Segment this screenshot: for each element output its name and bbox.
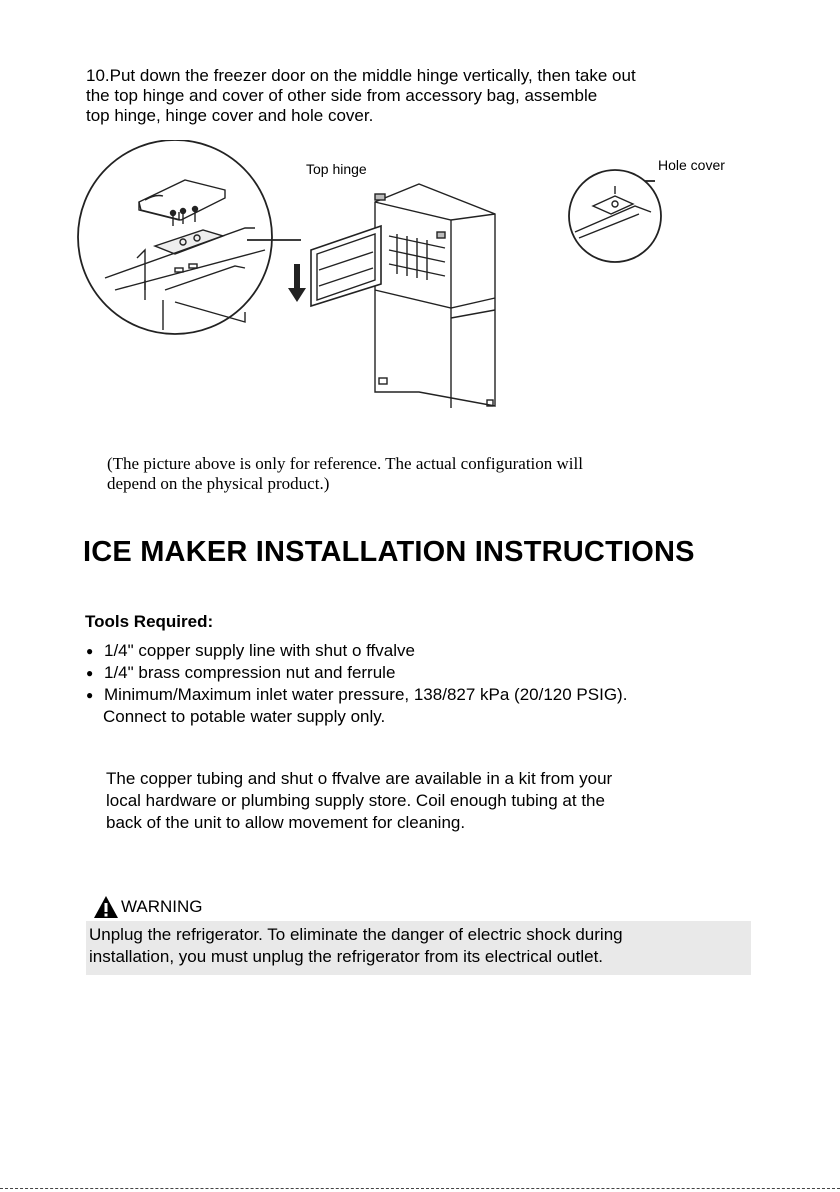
bullet-icon: ● [86, 666, 94, 680]
step-10-instructions [86, 66, 766, 126]
list-item [86, 684, 786, 706]
warning-triangle-icon [93, 895, 119, 919]
kit-note [106, 768, 766, 834]
label-top-hinge: Top hinge [306, 161, 367, 177]
warning-heading [93, 893, 203, 921]
section-title: ICE MAKER INSTALLATION INSTRUCTIONS [83, 536, 695, 568]
warning-line: Unplug the refrigerator. To eliminate the danger of electric shock during [89, 925, 623, 944]
hinge-assembly-illustration [75, 140, 775, 420]
kit-line: back of the unit to allow movement for cleaning. [106, 813, 466, 832]
list-item [86, 640, 786, 662]
tool-item: 1/4" copper supply line with shut o ffvalve [104, 641, 415, 660]
kit-line: The copper tubing and shut o ffvalve are available in a kit from your [106, 769, 613, 788]
step-line: 10.Put down the freezer door on the middle hinge vertically, then take out [86, 66, 636, 85]
figure-caption [107, 454, 747, 494]
hole-cover-detail-circle [569, 170, 661, 262]
hinge-detail-circle [78, 140, 272, 334]
list-item [86, 662, 786, 684]
warning-box [86, 921, 751, 975]
page-bottom-rule [0, 1188, 840, 1189]
tools-list [86, 640, 786, 728]
bullet-icon: ● [86, 688, 94, 702]
tool-item: 1/4" brass compression nut and ferrule [104, 663, 396, 682]
tools-heading: Tools Required: [85, 612, 214, 631]
kit-line: local hardware or plumbing supply store. Coil enough tubing at the [106, 791, 605, 810]
step-line: the top hinge and cover of other side from accessory bag, assemble [86, 86, 598, 105]
bullet-icon: ● [86, 644, 94, 658]
tool-item: Minimum/Maximum inlet water pressure, 138/827 kPa (20/120 PSIG). [104, 685, 628, 704]
warning-line: installation, you must unplug the refrigerator from its electrical outlet. [89, 947, 604, 966]
step-line: top hinge, hinge cover and hole cover. [86, 106, 374, 125]
caption-line: depend on the physical product.) [107, 474, 330, 493]
tool-item-continuation: Connect to potable water supply only. [103, 707, 386, 726]
caption-line: (The picture above is only for reference. The actual configuration will [107, 454, 583, 473]
label-hole-cover: Hole cover [658, 157, 725, 173]
warning-label: WARNING [121, 897, 203, 916]
down-arrow-icon [288, 264, 306, 302]
